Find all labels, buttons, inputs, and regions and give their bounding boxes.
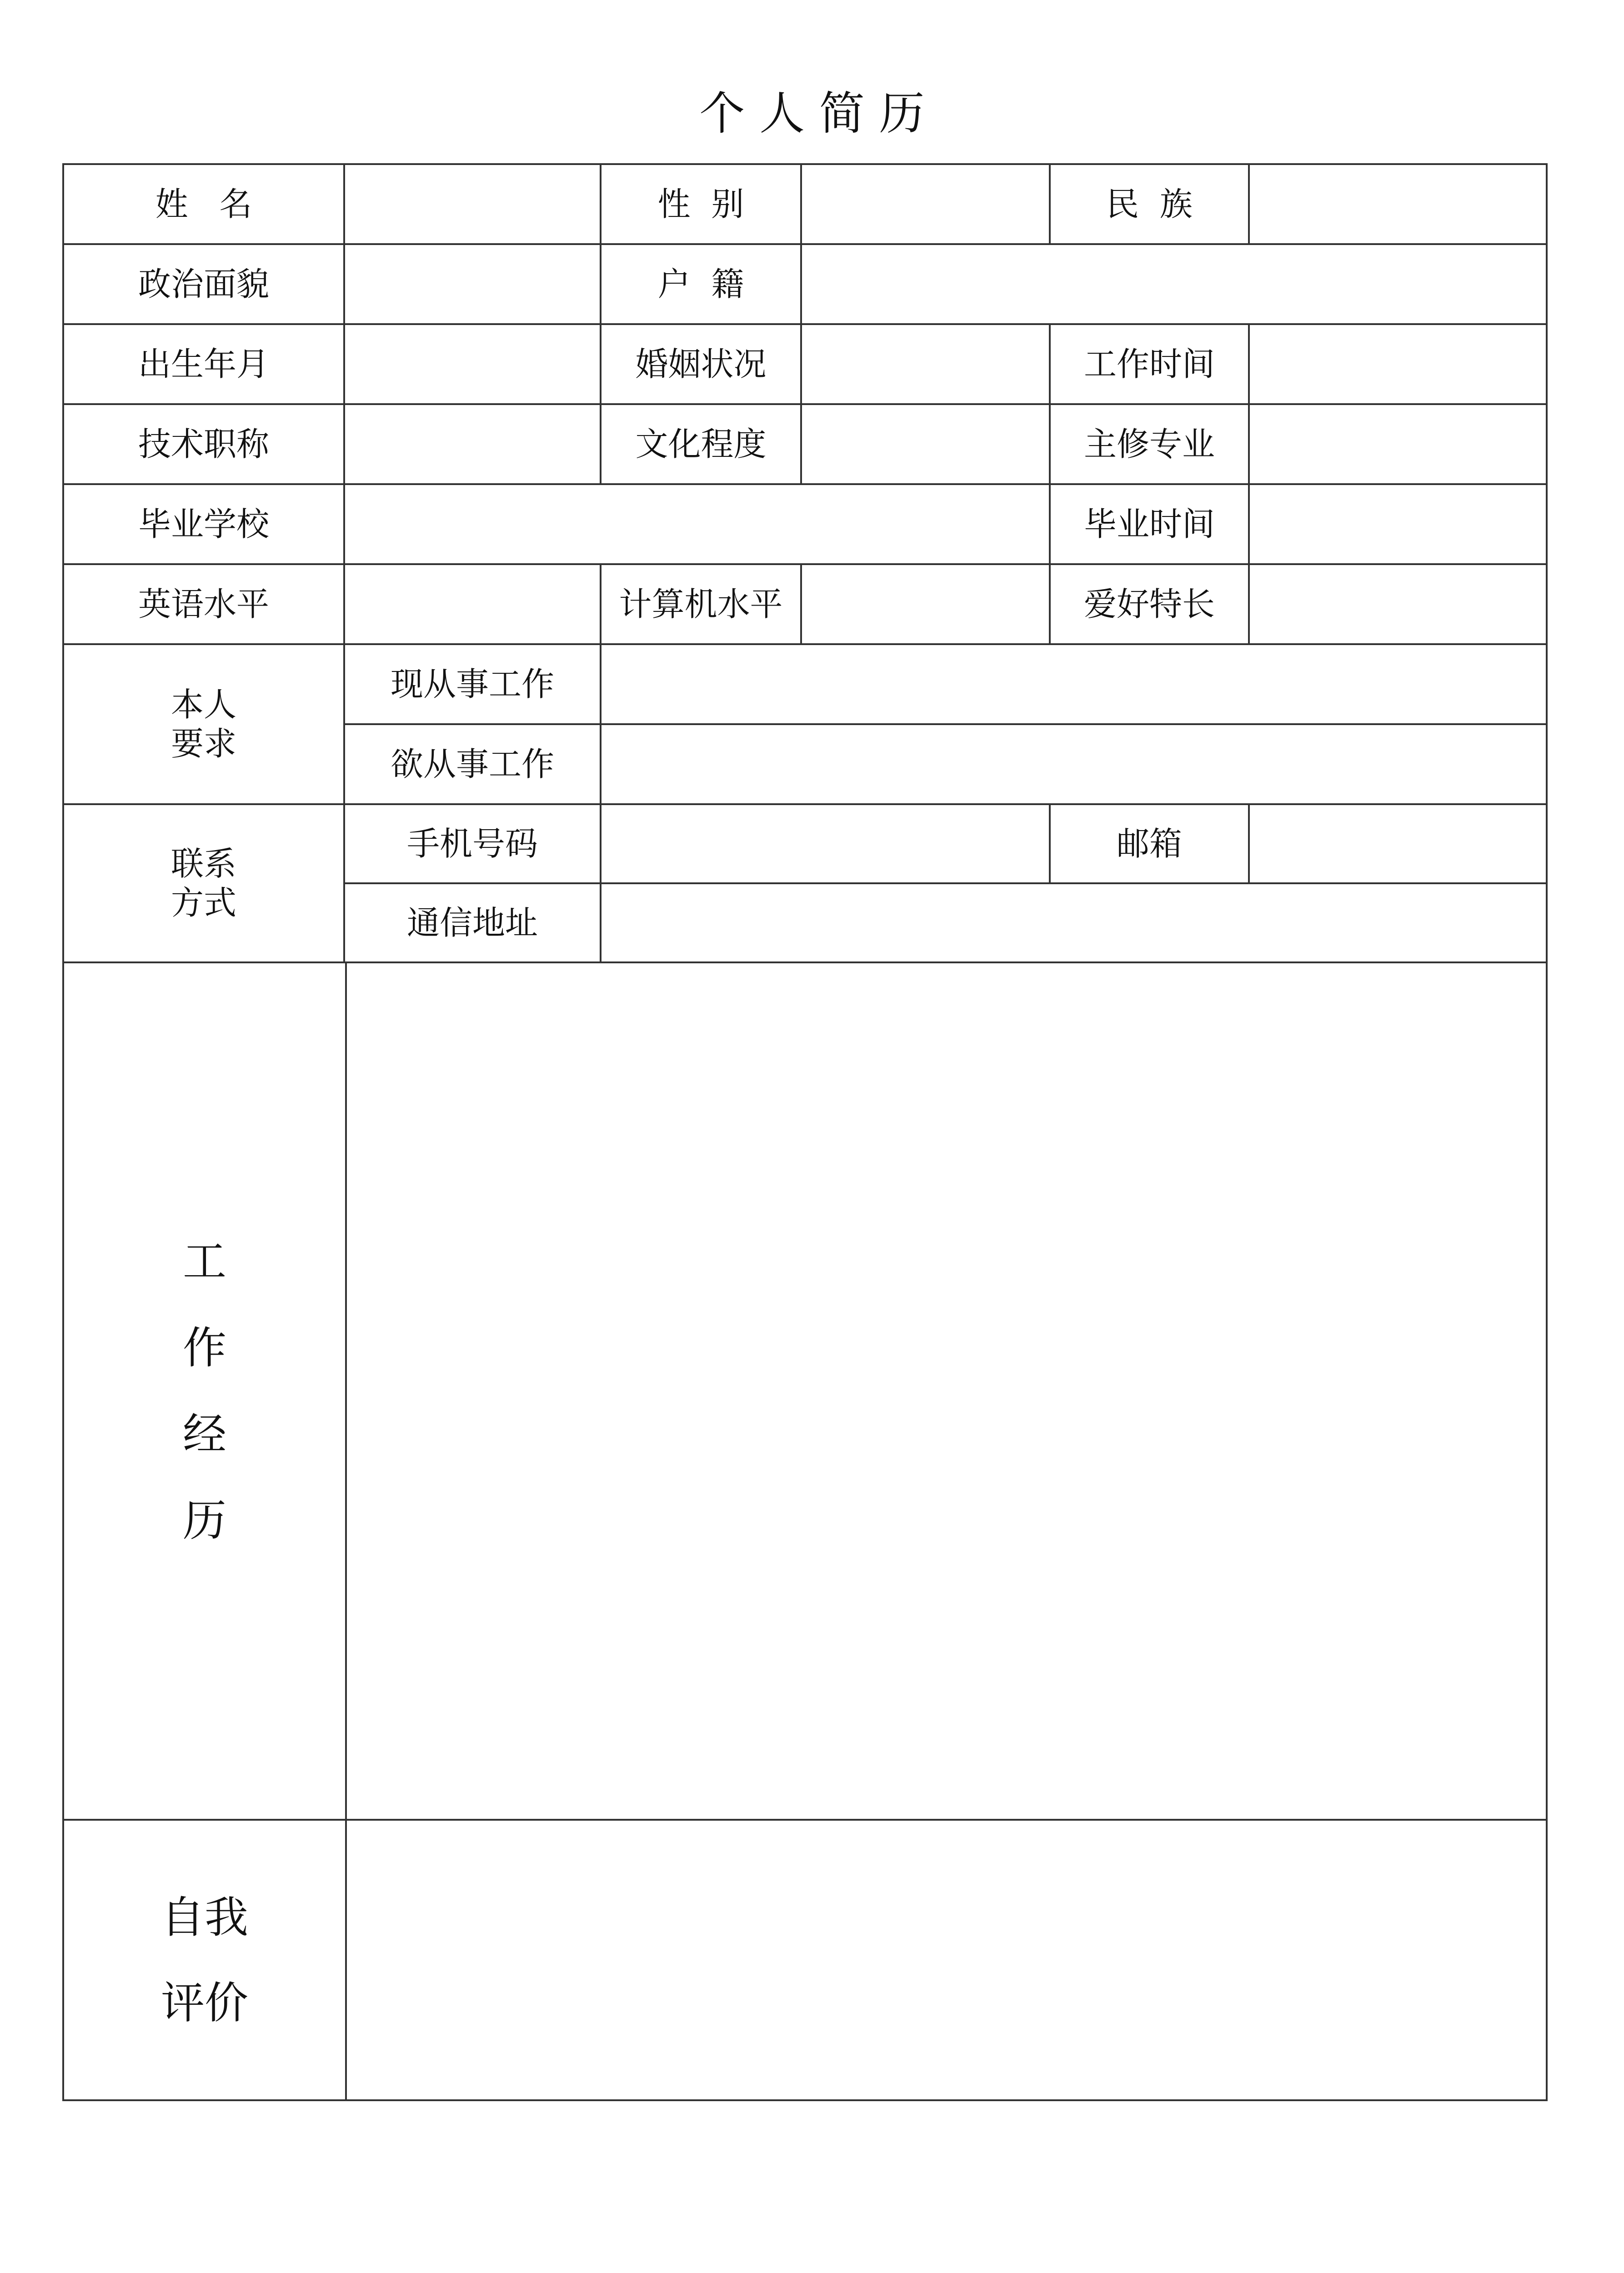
graduate-school-field[interactable] — [343, 483, 1051, 565]
technical-title-label: 技术职称 — [62, 403, 345, 485]
email-field[interactable] — [1248, 803, 1548, 884]
hobbies-field[interactable] — [1248, 563, 1548, 645]
gender-field[interactable] — [800, 163, 1051, 245]
work-start-time-field[interactable] — [1248, 323, 1548, 405]
name-label: 姓 名 — [62, 163, 345, 245]
major-label: 主修专业 — [1049, 403, 1250, 485]
political-status-label: 政治面貌 — [62, 243, 345, 325]
computer-level-field[interactable] — [800, 563, 1051, 645]
current-work-field[interactable] — [600, 643, 1548, 725]
education-level-label: 文化程度 — [600, 403, 802, 485]
computer-level-label: 计算机水平 — [600, 563, 802, 645]
graduation-time-label: 毕业时间 — [1049, 483, 1250, 565]
birth-date-field[interactable] — [343, 323, 601, 405]
email-label: 邮箱 — [1049, 803, 1250, 884]
marital-status-label: 婚姻状况 — [600, 323, 802, 405]
household-registration-label: 户 籍 — [600, 243, 802, 325]
hobbies-label: 爱好特长 — [1049, 563, 1250, 645]
technical-title-field[interactable] — [343, 403, 601, 485]
gender-label: 性 别 — [600, 163, 802, 245]
birth-date-label: 出生年月 — [62, 323, 345, 405]
mobile-number-field[interactable] — [600, 803, 1051, 884]
mobile-number-label: 手机号码 — [343, 803, 601, 884]
desired-work-field[interactable] — [600, 723, 1548, 805]
mailing-address-label: 通信地址 — [343, 882, 601, 963]
work-experience-label: 工 作 经 历 — [62, 961, 347, 1821]
desired-work-label: 欲从事工作 — [343, 723, 601, 805]
ethnicity-label: 民 族 — [1049, 163, 1250, 245]
personal-requirements-label: 本人 要求 — [62, 643, 345, 805]
graduation-time-field[interactable] — [1248, 483, 1548, 565]
english-level-label: 英语水平 — [62, 563, 345, 645]
work-experience-field[interactable] — [345, 961, 1548, 1821]
household-registration-field[interactable] — [800, 243, 1548, 325]
major-field[interactable] — [1248, 403, 1548, 485]
contact-info-label: 联系 方式 — [62, 803, 345, 963]
ethnicity-field[interactable] — [1248, 163, 1548, 245]
education-level-field[interactable] — [800, 403, 1051, 485]
political-status-field[interactable] — [343, 243, 601, 325]
graduate-school-label: 毕业学校 — [62, 483, 345, 565]
current-work-label: 现从事工作 — [343, 643, 601, 725]
english-level-field[interactable] — [343, 563, 601, 645]
mailing-address-field[interactable] — [600, 882, 1548, 963]
self-evaluation-label: 自我 评价 — [62, 1819, 347, 2101]
self-evaluation-field[interactable] — [345, 1819, 1548, 2101]
resume-title: 个 人 简 历 — [699, 87, 925, 140]
work-start-time-label: 工作时间 — [1049, 323, 1250, 405]
name-field[interactable] — [343, 163, 601, 245]
marital-status-field[interactable] — [800, 323, 1051, 405]
